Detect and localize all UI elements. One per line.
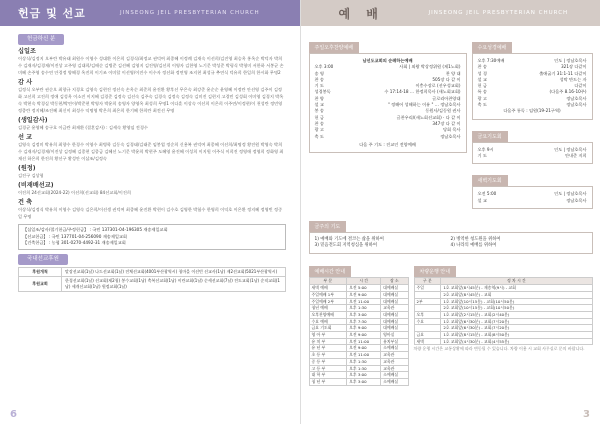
table-cell: 1호 교회앞(10시15분) - 교회(10시50분) — [441, 298, 592, 305]
order-value: 당회 목사 — [442, 127, 461, 133]
times-table — [309, 277, 409, 385]
table-cell: 오전 11:00 — [347, 338, 381, 345]
wednesday-tag: 수요성경예배 — [472, 42, 513, 53]
dawn-tag: 새벽기도회 — [472, 175, 508, 186]
table-row — [414, 298, 592, 305]
table-cell: 주일예배 2부 — [309, 298, 347, 305]
order-value: 정남호목사 — [566, 197, 587, 203]
wednesday-foot: 다음주 통독 : 임원(19-21구역) — [503, 108, 561, 114]
order-value: 이충수장로 (선우성교회) — [415, 83, 461, 89]
table-cell: 1호 교회앞(4시30분) - 교회(4시55분) — [441, 338, 592, 345]
table-cell: 1호 교회앞(6시30분) - 교회(7시20분) — [441, 318, 592, 325]
page-number: 6 — [10, 409, 17, 420]
order-label: 성경봉독 — [314, 89, 331, 95]
left-header — [0, 0, 300, 26]
page-number: 3 — [583, 409, 590, 420]
table-cell: 소예배실 — [381, 345, 408, 352]
table-cell — [414, 305, 441, 312]
table-row — [414, 332, 592, 339]
table-cell: 2호 교회앞(10시15분) - 교회(10시50분) — [441, 305, 592, 312]
table-cell: 대예배실 — [381, 285, 408, 292]
section-title: 선 교 — [18, 134, 33, 141]
table-cell: 1호 교회앞(8시45분) - 재송역(9시) - 교회 — [441, 285, 592, 292]
rotation-table — [414, 277, 593, 345]
table-header-cell: 시 간 — [347, 278, 381, 285]
table-cell: 수요 예배 — [309, 318, 347, 325]
table-cell: 오후 7:30 — [347, 318, 381, 325]
order-label: 찬 송 — [477, 64, 487, 70]
order-label: 축 도 — [477, 102, 487, 108]
right-header — [301, 0, 600, 26]
table-cell: 초 등 부 — [309, 352, 347, 359]
order-label: 송 영 — [314, 70, 324, 76]
table-cell: 영아실 — [381, 332, 408, 339]
table-row — [309, 372, 408, 379]
table-header-cell: 정 차 시 간 — [441, 278, 592, 285]
section-names: 김정식 오부란 권순오 최향규 지경호 김영숙 김현진 정선숙 손옥순 최준희 윤진환 황후선 무은숙 최강준 윤순순 윤영혜 이정란 안선영 김주이 김정화 고선희 고진희 정애 김성옥 이소진 이지혜 김경준 김정숙 김선숙 김주숙 김경숙 김정숙 김정숙 김미진 김현지 고경민 김성회 이미영 김경지 박옥숙 박현숙 박경실 박동현/박연이/박준현 박영자 박윤희 송영자 양영옥 최성희 무명1 이다훈 이상숙 이선희 이은희 이주연/이정현/이 천성란 정민영 정종란 정지혜/조진혜 최신이 최성수 익명영 박은희 최은희 한기혜 한희란 최전선 무명 — [18, 87, 284, 113]
table-header-row — [414, 278, 592, 285]
table-cell: 오후 1:30 — [347, 365, 381, 372]
table-row — [309, 358, 408, 365]
section-names: 김진구 김상형 — [18, 173, 44, 178]
table-row — [19, 267, 286, 276]
table-cell: 청년 예배 — [309, 305, 347, 312]
order-value: 505장 다 같 이 — [432, 76, 461, 82]
table-row — [309, 379, 408, 386]
table-row — [414, 318, 592, 325]
friday-order — [472, 142, 593, 165]
order-value: 동원사/김동원 권사 — [425, 108, 461, 114]
table-cell: 오전 9:00 — [347, 291, 381, 298]
section-names: 이상식/김정식 박유희 이영수 김영숙 김은희/이선생 권덕여 최종혜 윤진환 박현이 김수호 김영한 박험수 한영희 이익호 이은환 정지혜 정영빈 정중일 무명 — [18, 207, 283, 219]
section-title: (생일감사) — [18, 117, 48, 124]
table-cell: 오후 3:00 — [347, 372, 381, 379]
table-header-row — [309, 278, 408, 285]
sunday-title: 남선도교회의 순례하는예배 — [362, 58, 413, 63]
order-value: 347장 다 같 이 — [432, 120, 461, 126]
sunday-worship — [309, 34, 467, 209]
table-cell: 오후 1:30 — [347, 358, 381, 365]
table-cell: 교육관 — [381, 358, 408, 365]
prayer-box — [309, 232, 593, 255]
right-header-subtitle: JINSEONG JEIL PRESBYTERIAN CHURCH — [428, 10, 569, 16]
order-label: 설 교 — [477, 197, 487, 203]
table-cell: 오후 9:00 — [347, 325, 381, 332]
order-row — [315, 134, 461, 140]
order-label: 광 고 — [477, 95, 487, 101]
table-cell: 오후 3:00 — [347, 379, 381, 386]
order-label: 헌 금 — [314, 114, 324, 120]
table-cell: 교육관 — [381, 305, 408, 312]
table-cell: 수요 — [414, 318, 441, 325]
table-row — [309, 291, 408, 298]
order-label: 오후 7:30예배 — [477, 58, 505, 63]
section-title: (비재배선교) — [18, 182, 54, 189]
table-cell: 오전 11:00 — [347, 298, 381, 305]
order-label: 성 경 — [477, 70, 487, 76]
offering-tag: 헌금하신 분 — [18, 34, 64, 45]
dawn-order — [472, 186, 593, 209]
table-cell: 오전 5:00 — [347, 285, 381, 292]
order-label: 봉 송 — [314, 108, 324, 114]
table-row — [309, 345, 408, 352]
table-cell: 교육관 — [381, 352, 408, 359]
table-row — [414, 325, 592, 332]
table-cell: 소예배실 — [381, 379, 408, 386]
friday-tag: 금요기도회 — [472, 131, 508, 142]
account-line: 【십일조/감사/절기헌금/주정헌금】 : 국민 137301-04-196305 재송제일교회 — [23, 227, 168, 232]
table-row — [309, 285, 408, 292]
order-label: 축 도 — [314, 133, 324, 139]
table-cell: 고 등 부 — [309, 365, 347, 372]
order-value: 사회 | 외왕 박상정위원 (제1노회) — [399, 64, 461, 70]
order-value: 안내준 지희 — [564, 152, 587, 158]
order-value: 인도 | 정남호목사 — [554, 58, 587, 63]
table-cell: 대예배실 — [381, 311, 408, 318]
prayer-tag: 금주의 기도 — [309, 221, 347, 232]
table-row — [309, 318, 408, 325]
table-row — [19, 276, 286, 291]
order-label: 설 교 — [477, 76, 487, 82]
order-row — [478, 198, 587, 204]
account-box — [18, 224, 286, 250]
order-value: (다음주 8.16-10주) — [549, 89, 587, 95]
order-value: 글로리아찬양대 — [432, 95, 461, 101]
table-row — [414, 291, 592, 298]
weekday-worship — [472, 34, 593, 209]
order-label: 찬 양 — [314, 95, 324, 101]
table-row — [309, 332, 408, 339]
table-header-cell: 구 분 — [414, 278, 441, 285]
table-row — [309, 365, 408, 372]
order-label: 오전 5:00 — [477, 191, 497, 197]
table-cell: 유치부실 — [381, 338, 408, 345]
offering-sections — [18, 48, 286, 220]
order-label: 광 고 — [314, 127, 324, 133]
table-cell: 2호 교회앞(6시30분) - 교회(7시20분) — [441, 325, 592, 332]
table-cell: 대예배실 — [381, 291, 408, 298]
worship-content — [309, 34, 593, 386]
table-row — [309, 352, 408, 359]
mission-value: 말장선교회(1남) 나드선교회(1남) 전체선교회(4001부산광역시) 청마을 이선빈 선교사(1남) 제2선교회(5021부산광역시) — [62, 267, 286, 276]
order-value: 글찬우리/(새노회선교회) · 다 같 이 — [396, 114, 461, 120]
table-cell: 청 년 부 — [309, 379, 347, 386]
table-cell: 소예배실 — [381, 372, 408, 379]
table-header-cell: 장 소 — [381, 278, 408, 285]
table-cell: 1호 교회앞(2시15분) - 교회(2시40분) — [441, 311, 592, 318]
order-label: 특 송 — [477, 89, 487, 95]
section-names: 김영숙 김정미 박유희 최향수 한경수 이영수 최병학 김동숙 김경태/김태준 임봉업 정순희 신용복 권덕여 최종혜 이선희/최명정 황진원 박영숙 박희수 김재자/김경재/이진상 김정혜 김종현 김종금 김혜선 노기문 박윤희 박현주 도혜영 윤진혜 이성희 이지원 이주식 이희진 정영애 정영희 정화영 최재선 하은희 한진희 황선구 황성안 이삼조/김정숙 — [18, 142, 284, 161]
order-value: 성막 만드는 자 — [559, 76, 587, 82]
times-tag: 예배시간 안내 — [309, 266, 352, 277]
table-cell: 교육관 — [381, 365, 408, 372]
right-header-title: 예 배 — [338, 6, 384, 21]
order-label: 오후 3:00 — [314, 64, 334, 70]
mission-tag: 국내선교후원 — [18, 254, 68, 265]
vehicle-rotation — [414, 258, 593, 385]
table-cell: 새벽 예배 — [309, 285, 347, 292]
order-value: 수 17:14-18 … 한정희목사 (새노회교회) — [384, 89, 461, 95]
table-cell — [414, 325, 441, 332]
account-line: 【건축헌금】 : 농협 301-0270-4492-31 재송제일교회 — [23, 240, 126, 245]
table-cell: 금요 — [414, 332, 441, 339]
table-cell: 주일예배 1부 — [309, 291, 347, 298]
mission-key: 후원개척 — [19, 267, 62, 276]
prayer-item: 4) 나라의 예배를 위하여 — [450, 243, 497, 249]
section-title: 건 축 — [18, 199, 33, 206]
table-row — [309, 305, 408, 312]
table-row — [309, 311, 408, 318]
sunday-foot: 다음 주 기도 : 진교인 전양예배 — [359, 141, 416, 147]
table-cell: 2호 교회앞(8시45분) - 교회 — [441, 291, 592, 298]
table-cell — [414, 291, 441, 298]
table-row — [414, 338, 592, 345]
section-names: 이상식/김정지 오부란 박유태 최원수 이영수 성대환 이은희 김경식/최정교 권덕여 최종혜 이정례 김재숙 이선희/김진영 최승옥 홍옥순 박덕자 박희수 김재자/김경재/이진상 고주영 김대희/김애순 김병준 김선혜 김영지 김진영/김선희 이영자 김한영 노기문 박성준 박평식 박형미 서한하 서봉균 손미혜 손주영 송수연 안경정 양해경 옥진희 이기조 이미할 이선영/이진수 이수자 정선화 정연영 조지현 최성규 추연식 덕유희 한일희 한시화 무명2 — [18, 56, 284, 75]
table-cell: 주일 — [414, 285, 441, 292]
table-cell: 오전 9:00 — [347, 332, 381, 339]
table-header-cell: 부 문 — [309, 278, 347, 285]
table-row — [414, 285, 592, 292]
table-cell: 영 아 부 — [309, 332, 347, 339]
section-names: 김경균 윤영혜 송구호 이금란 최재환 (결혼감사) : 김세숙 황영임 전경수 — [18, 125, 148, 130]
table-cell: 대 학 부 — [309, 372, 347, 379]
order-row — [478, 153, 587, 159]
order-label: 찬 송 — [314, 76, 324, 82]
mission-table — [18, 267, 286, 292]
mission-value: 한경선교회(1남) 선교회(제2청) 봉수교회(1남) 축복선교회(1남) 이란교회(1남) 순세선교회(7남) 전도교회(1남) 순직교회(1남) 세개선교회(1남) 원정교회(1남) — [62, 276, 286, 291]
table-cell: 오전 11:00 — [347, 352, 381, 359]
prayer-item: 1) 예배와 기도에 결코는 삶을 위하여 — [314, 236, 384, 242]
table-cell: 새벽 — [414, 338, 441, 345]
sunday-tag: 주일오후찬양예배 — [309, 42, 360, 53]
table-cell: 대예배실 — [381, 325, 408, 332]
order-value: 정남호목사 — [440, 133, 461, 139]
rotation-tag: 차량운행 안내 — [414, 266, 457, 277]
table-row — [414, 311, 592, 318]
rotation-note: 차량 운행 시간은 교통상황에 따라 변동될 수 있습니다. 차량 이용 시 교회 사무실로 문의 바랍니다. — [413, 346, 585, 352]
wednesday-order-box — [472, 53, 593, 120]
offering-list — [0, 26, 300, 292]
table-cell: 대예배실 — [381, 298, 408, 305]
order-label: 오후 9시 — [477, 146, 494, 152]
order-label: 설 교 — [314, 102, 324, 108]
order-value: 찬 양 대 — [445, 70, 461, 76]
table-cell: 1호 교회앞(8시15분) - 교회(8시50분) — [441, 332, 592, 339]
table-cell: 중 등 부 — [309, 358, 347, 365]
sunday-order — [315, 64, 461, 140]
table-row — [414, 305, 592, 312]
table-cell: 2부 — [414, 298, 441, 305]
section-title: 십일조 — [18, 48, 36, 55]
order-value: 321장 다같이 — [560, 64, 587, 70]
left-header-title: 헌금 및 선교 — [18, 7, 86, 20]
table-cell: 오후 1:30 — [347, 305, 381, 312]
account-line: 【선교헌금】 : 국민 137701-04-256090 재송제일교회 — [23, 233, 127, 239]
section-names: 이진희 24선교회(2024-22) 이선희(선교회) 84선교회/이진희 — [18, 190, 131, 195]
wednesday-order — [478, 58, 587, 108]
order-value: 출애굽기 31:1-11 다같이 — [539, 70, 587, 76]
table-cell: 유 년 부 — [309, 345, 347, 352]
right-page — [301, 0, 600, 424]
table-cell: 오후 3:00 — [347, 311, 381, 318]
order-label: 헌 금 — [477, 83, 487, 89]
table-cell: 오후 — [414, 311, 441, 318]
order-value: 다같이 — [574, 83, 587, 89]
worship-times — [309, 258, 409, 385]
section-title: 감 사 — [18, 79, 33, 86]
prayer-item: 3) 밑음전도회 지역청심을 위하여 — [314, 243, 377, 249]
order-value: " 정해어 성해하는 이유 " … 정남호목사 — [387, 102, 461, 108]
table-row — [309, 325, 408, 332]
table-row — [309, 298, 408, 305]
left-header-subtitle: JINSEONG JEIL PRESBYTERIAN CHURCH — [120, 10, 260, 16]
table-cell: 오후찬양예배 — [309, 311, 347, 318]
order-value: 정남호목사 — [566, 95, 587, 101]
table-cell: 금요 기도회 — [309, 325, 347, 332]
prayer-item: 2) 병역한 청도원을 위하여 — [450, 236, 501, 242]
section-title: (원정) — [18, 165, 36, 172]
sunday-order-box — [309, 53, 467, 153]
order-value: 정남호목사 — [566, 102, 587, 108]
mission-key: 후원교회 — [19, 276, 62, 291]
order-label: 기 도 — [314, 83, 324, 89]
table-cell: 유 치 부 — [309, 338, 347, 345]
order-label: 찬 송 — [314, 120, 324, 126]
order-label: 기 도 — [477, 152, 487, 158]
table-row — [309, 338, 408, 345]
table-cell: 대예배실 — [381, 318, 408, 325]
order-value: 인도 | 정남호목사 — [554, 146, 587, 152]
table-cell: 오전 9:00 — [347, 345, 381, 352]
order-value: 인도 | 정남호목사 — [554, 191, 587, 197]
